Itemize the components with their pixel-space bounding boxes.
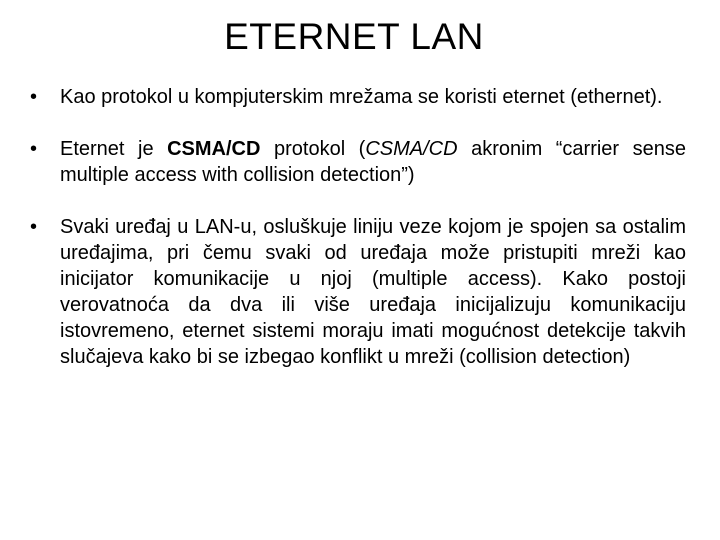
bullet-item: [30, 214, 686, 370]
bullet-text-segment: Eternet je: [60, 138, 168, 160]
bullet-text: [60, 138, 686, 186]
bullet-text-segment: akronim “carrier sense multiple access with collision detection”): [60, 138, 686, 186]
bullet-marker: •: [30, 216, 38, 238]
bullet-text-segment: protokol (: [260, 138, 366, 160]
bullet-marker: •: [30, 86, 38, 108]
slide-title: ETERNET LAN: [224, 16, 484, 57]
bullet-text-italic: CSMA/CD: [365, 138, 458, 160]
bullet-text-segment: Svaki uređaj u LAN-u, osluškuje liniju veze kojom je spojen sa ostalim uređajima, pri čemu svaki od uređaja može pristupiti mreži kao inicijator komunikacije u njoj (multiple access). Kako postoji verovatnoća da dva ili više uređaja inicijalizuju komunikaciju istovremeno, eternet sistemi moraju imati mogućnost detekcije takvih slučajeva kako bi se izbegao konflikt u mreži (collision detection): [60, 216, 686, 368]
bullet-marker: •: [30, 138, 38, 160]
bullet-list: [30, 84, 686, 370]
bullet-item: [30, 136, 686, 188]
bullet-item: [30, 84, 686, 110]
bullet-text-bold: CSMA/CD: [167, 138, 261, 160]
bullet-text: [60, 216, 686, 368]
bullet-text-segment: Kao protokol u kompjuterskim mrežama se koristi eternet (ethernet).: [60, 86, 663, 108]
bullet-text: [60, 86, 662, 108]
